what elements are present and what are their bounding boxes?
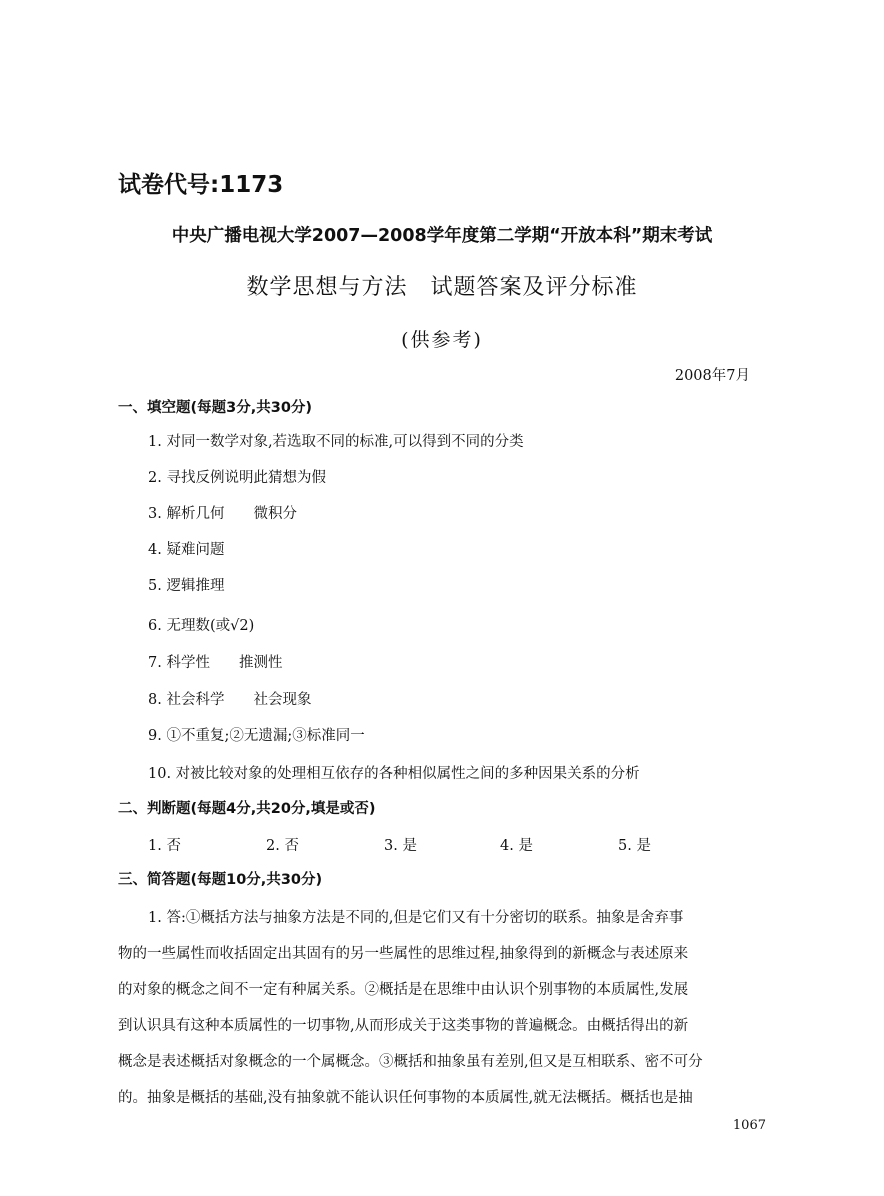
answer-line-1: 1. 答:①概括方法与抽象方法是不同的,但是它们又有十分密切的联系。抽象是舍弃事 [148, 910, 684, 926]
reference-note: (供参考) [401, 329, 483, 351]
fill-answer-2: 2. 寻找反例说明此猜想为假 [148, 470, 326, 486]
judge-answer-3: 3. 是 [384, 838, 417, 854]
section2-heading: 二、判断题(每题4分,共20分,填是或否) [118, 801, 376, 817]
answer-line-2: 物的一些属性而收括固定出其固有的另一些属性的思维过程,抽象得到的新概念与表述原来 [118, 946, 689, 962]
fill-answer-3: 3. 解析几何 微积分 [148, 506, 297, 522]
exam-date: 2008年7月 [674, 368, 750, 384]
answer-line-6: 的。抽象是概括的基础,没有抽象就不能认识任何事物的本质属性,就无法概括。概括也是抽 [118, 1090, 693, 1106]
page-number: 1067 [732, 1118, 766, 1133]
judge-answer-1: 1. 否 [148, 838, 181, 854]
answer-line-5: 概念是表述概括对象概念的一个属概念。③概括和抽象虽有差别,但又是互相联系、密不可分 [118, 1054, 703, 1070]
subject-title: 数学思想与方法 试题答案及评分标准 [246, 275, 638, 300]
fill-answer-4: 4. 疑难问题 [148, 542, 225, 558]
fill-answer-10: 10. 对被比较对象的处理相互依存的各种相似属性之间的多种因果关系的分析 [148, 766, 640, 782]
fill-answer-7: 7. 科学性 推测性 [148, 655, 283, 671]
answer-line-4: 到认识具有这种本质属性的一切事物,从而形成关于这类事物的普遍概念。由概括得出的新 [118, 1018, 689, 1034]
judge-answer-4: 4. 是 [500, 838, 533, 854]
section3-heading: 三、简答题(每题10分,共30分) [118, 872, 323, 888]
fill-answer-1: 1. 对同一数学对象,若选取不同的标准,可以得到不同的分类 [148, 434, 524, 450]
section1-heading: 一、填空题(每题3分,共30分) [118, 400, 313, 416]
paper-code: 试卷代号:1173 [118, 172, 284, 198]
judge-answer-5: 5. 是 [618, 838, 651, 854]
fill-answer-9: 9. ①不重复;②无遗漏;③标准同一 [148, 728, 365, 744]
answer-line-3: 的对象的概念之间不一定有种属关系。②概括是在思维中由认识个别事物的本质属性,发展 [118, 982, 689, 998]
fill-answer-5: 5. 逻辑推理 [148, 578, 225, 594]
exam-title: 中央广播电视大学2007—2008学年度第二学期“开放本科”期末考试 [171, 226, 713, 246]
fill-answer-6: 6. 无理数(或√2) [148, 618, 255, 634]
fill-answer-8: 8. 社会科学 社会现象 [148, 692, 312, 708]
judge-answer-2: 2. 否 [266, 838, 299, 854]
